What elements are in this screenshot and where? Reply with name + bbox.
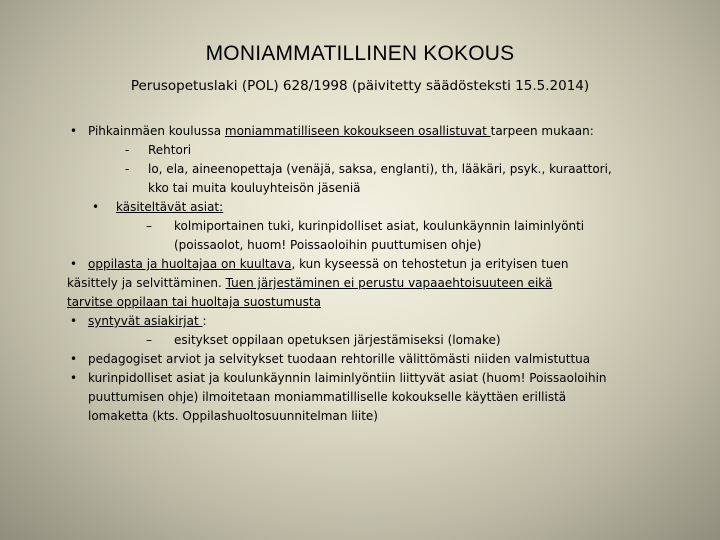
topic-item-continued: (poissaolot, huom! Poissaoloihin puuttumisen ohje) xyxy=(174,238,482,252)
text-segment: käsittely ja selvittäminen. xyxy=(67,276,226,290)
page-subtitle: Perusopetuslaki (POL) 628/1998 (päivitetty säädösteksti 15.5.2014) xyxy=(130,78,590,94)
text-segment: Pihkainmäen koulussa xyxy=(88,124,225,138)
participant-item: Rehtori xyxy=(148,143,192,157)
disciplinary-line-continued: puuttumisen ohje) ilmoitetaan moniammatilliselle kokoukselle käyttäen erillistä xyxy=(88,390,567,404)
text-segment: , kun kyseessä on tehostetun ja erityisen tuen xyxy=(291,257,569,271)
hearing-line-continued xyxy=(67,274,552,293)
underlined-text: oppilasta ja huoltajaa on kuultava xyxy=(88,257,292,271)
dash-marker: – xyxy=(146,219,152,233)
disciplinary-line-continued: lomaketta (kts. Oppilashuoltosuunnitelman liite) xyxy=(88,409,378,423)
documents-heading xyxy=(88,312,207,331)
bullet-marker: • xyxy=(92,200,100,214)
hearing-line-continued: tarvitse oppilaan tai huoltaja suostumusta xyxy=(67,295,321,309)
text-segment: tarpeen mukaan: xyxy=(490,124,594,138)
bullet-marker: • xyxy=(70,314,78,328)
bullet-marker: • xyxy=(70,124,78,138)
document-item: esitykset oppilaan opetuksen järjestämiseksi (lomake) xyxy=(174,333,501,347)
page-title: MONIAMMATILLINEN KOKOUS xyxy=(205,42,515,65)
bullet-marker: • xyxy=(70,352,78,366)
disciplinary-line: kurinpidolliset asiat ja koulunkäynnin laiminlyöntiin liittyvät asiat (huom! Poissaoloihin xyxy=(88,371,607,385)
assessments-line: pedagogiset arviot ja selvitykset tuodaan rehtorille välittömästi niiden valmistuttua xyxy=(88,352,591,366)
participant-item: lo, ela, aineenopettaja (venäjä, saksa, englanti), th, lääkäri, psyk., kuraattori, xyxy=(148,162,612,176)
dash-marker: – xyxy=(146,333,152,347)
underlined-text: moniammatilliseen kokoukseen osallistuvat xyxy=(224,124,491,138)
bullet-marker: • xyxy=(70,257,78,271)
text-segment: : xyxy=(202,314,207,328)
bullet-marker: • xyxy=(70,371,78,385)
topics-heading: käsiteltävät asiat: xyxy=(116,200,224,214)
participant-item-continued: kko tai muita kouluyhteisön jäseniä xyxy=(148,181,361,195)
dash-marker: - xyxy=(125,143,130,157)
underlined-text: Tuen järjestäminen ei perustu vapaaehtoisuuteen eikä xyxy=(225,276,553,290)
topic-item: kolmiportainen tuki, kurinpidolliset asiat, koulunkäynnin laiminlyönti xyxy=(174,219,585,233)
dash-marker: - xyxy=(125,162,130,176)
participants-line xyxy=(88,122,594,141)
underlined-text: syntyvät asiakirjat xyxy=(88,314,203,328)
hearing-line xyxy=(88,255,569,274)
